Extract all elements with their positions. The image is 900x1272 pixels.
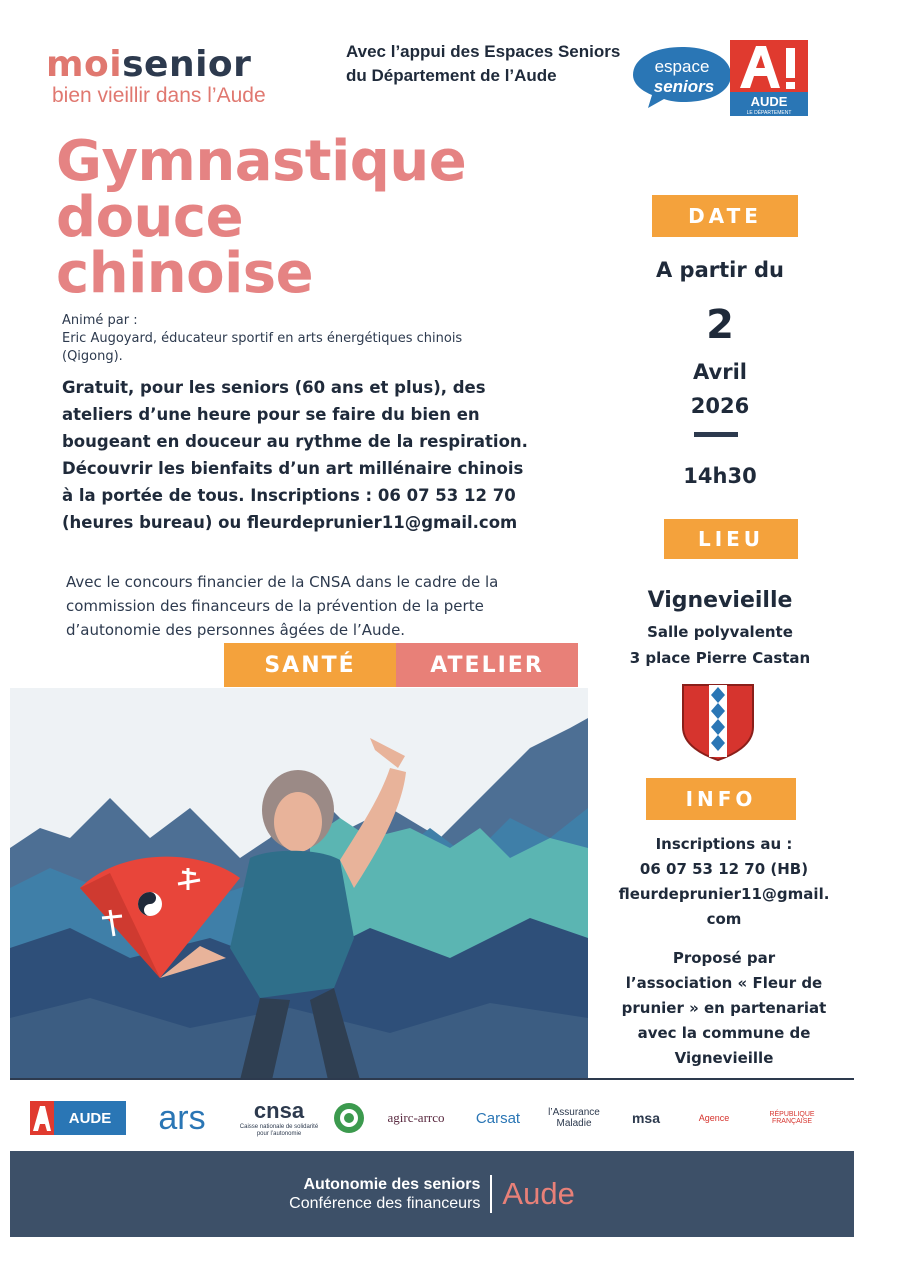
brand-senior: senior [122, 44, 252, 85]
tag-atelier: ATELIER [396, 643, 578, 687]
info-label: INFO [646, 778, 796, 820]
support-line-2: du Département de l’Aude [346, 66, 557, 85]
seniors-word: seniors [653, 77, 715, 96]
date-day: 2 [706, 302, 734, 348]
date-year: 2026 [690, 394, 750, 418]
brand-tagline: bien vieillir dans l’Aude [52, 84, 266, 107]
assoc-line-4: avec la commune de [637, 1024, 811, 1042]
partner-cnsa-logo [234, 1090, 324, 1146]
page-title [56, 129, 467, 306]
footer-line-2: Conférence des financeurs [289, 1195, 481, 1212]
partner-carsat-logo: Carsat [475, 1109, 521, 1127]
qigong-photo [10, 688, 588, 1080]
partner-msa-logo: msa [631, 1110, 661, 1126]
info-email: fleurdeprunier11@gmail. [618, 885, 830, 903]
assoc-line-1: Proposé par [672, 949, 776, 967]
partner-republique-logo: RÉPUBLIQUE FRANÇAISE [769, 1111, 815, 1125]
support-text [346, 40, 620, 88]
description [62, 374, 532, 536]
partner-aude-text: AUDE [68, 1110, 112, 1127]
description-text: Gratuit, pour les seniors (60 ans et plus), des ateliers d’une heure pour se faire du bien en bougeant en douceur au rythme de la respiration. Découvrir les bienfaits d’un art millénaire chinois à la portée de tous. [62, 378, 528, 505]
title-line-2: douce [56, 185, 244, 250]
animator-line-2: Eric Augoyard, éducateur sportif en arts énergétiques chinois [62, 331, 463, 346]
lieu-town: Vignevieille [647, 588, 793, 613]
date-time: 14h30 [683, 464, 757, 488]
funding-text: Avec le concours financier de la CNSA dans le cadre de la commission des financeurs de la prévention de la perte d’autonomie des personnes âgées de l’Aude. [66, 573, 499, 639]
animator-line-3: (Qigong). [62, 349, 123, 364]
brand-moi: moi [46, 44, 123, 85]
info-phone: 06 07 53 12 70 (HB) [639, 860, 809, 878]
partner-green-emblem [332, 1090, 366, 1146]
animator-line-1: Animé par : [62, 313, 138, 328]
assoc-line-5: Vignevieille [674, 1049, 774, 1067]
footer-aude: Aude [502, 1176, 575, 1211]
partner-agence-logo: Agence [698, 1113, 730, 1123]
tag-sante: SANTÉ [224, 643, 396, 687]
aude-department-logo [730, 40, 808, 116]
espace-seniors-logo [630, 44, 734, 110]
date-label: DATE [652, 195, 798, 237]
vignevieille-crest-icon [681, 683, 755, 761]
partner-logos [26, 1090, 846, 1146]
title-line-3: chinoise [56, 241, 314, 306]
partner-ars-logo: ars [158, 1098, 206, 1137]
title-line-1: Gymnastique [56, 129, 467, 194]
moisenior-logo [46, 44, 251, 85]
aude-word: AUDE [750, 94, 788, 109]
partner-cnsa-sub: Caisse nationale de solidarité pour l’autonomie [239, 1124, 319, 1137]
partner-assurance-logo: l’Assurance Maladie [548, 1107, 600, 1129]
info-email-end: com [706, 910, 742, 928]
lieu-address: 3 place Pierre Castan [629, 649, 811, 667]
partner-cnsa-text: cnsa [253, 1098, 305, 1123]
aude-sub: LE DÉPARTEMENT [746, 110, 792, 116]
info-line-1: Inscriptions au : [655, 835, 793, 853]
lieu-hall: Salle polyvalente [647, 623, 793, 641]
lieu-label: LIEU [664, 519, 798, 559]
footer-title [289, 1175, 492, 1213]
footer-line-1: Autonomie des seniors [303, 1176, 481, 1193]
support-line-1: Avec l’appui des Espaces Seniors [346, 42, 621, 61]
animator-info [62, 312, 542, 366]
inscriptions-text: Inscriptions : 06 07 53 12 70 (heures bureau) ou fleurdeprunier11@gmail.com [62, 486, 518, 532]
date-divider [694, 432, 738, 437]
footer-band [10, 1151, 854, 1237]
date-from: A partir du [655, 258, 784, 282]
partner-agirc-logo: agirc-arrco [387, 1110, 445, 1125]
espace-word: espace [654, 57, 710, 76]
divider [10, 1078, 854, 1080]
partner-aude-logo [30, 1090, 126, 1146]
date-month: Avril [693, 360, 747, 384]
info-contact [606, 832, 842, 932]
assoc-line-2: l’association « Fleur de [625, 974, 823, 992]
assoc-line-3: prunier » en partenariat [621, 999, 827, 1017]
association-text [606, 946, 842, 1071]
